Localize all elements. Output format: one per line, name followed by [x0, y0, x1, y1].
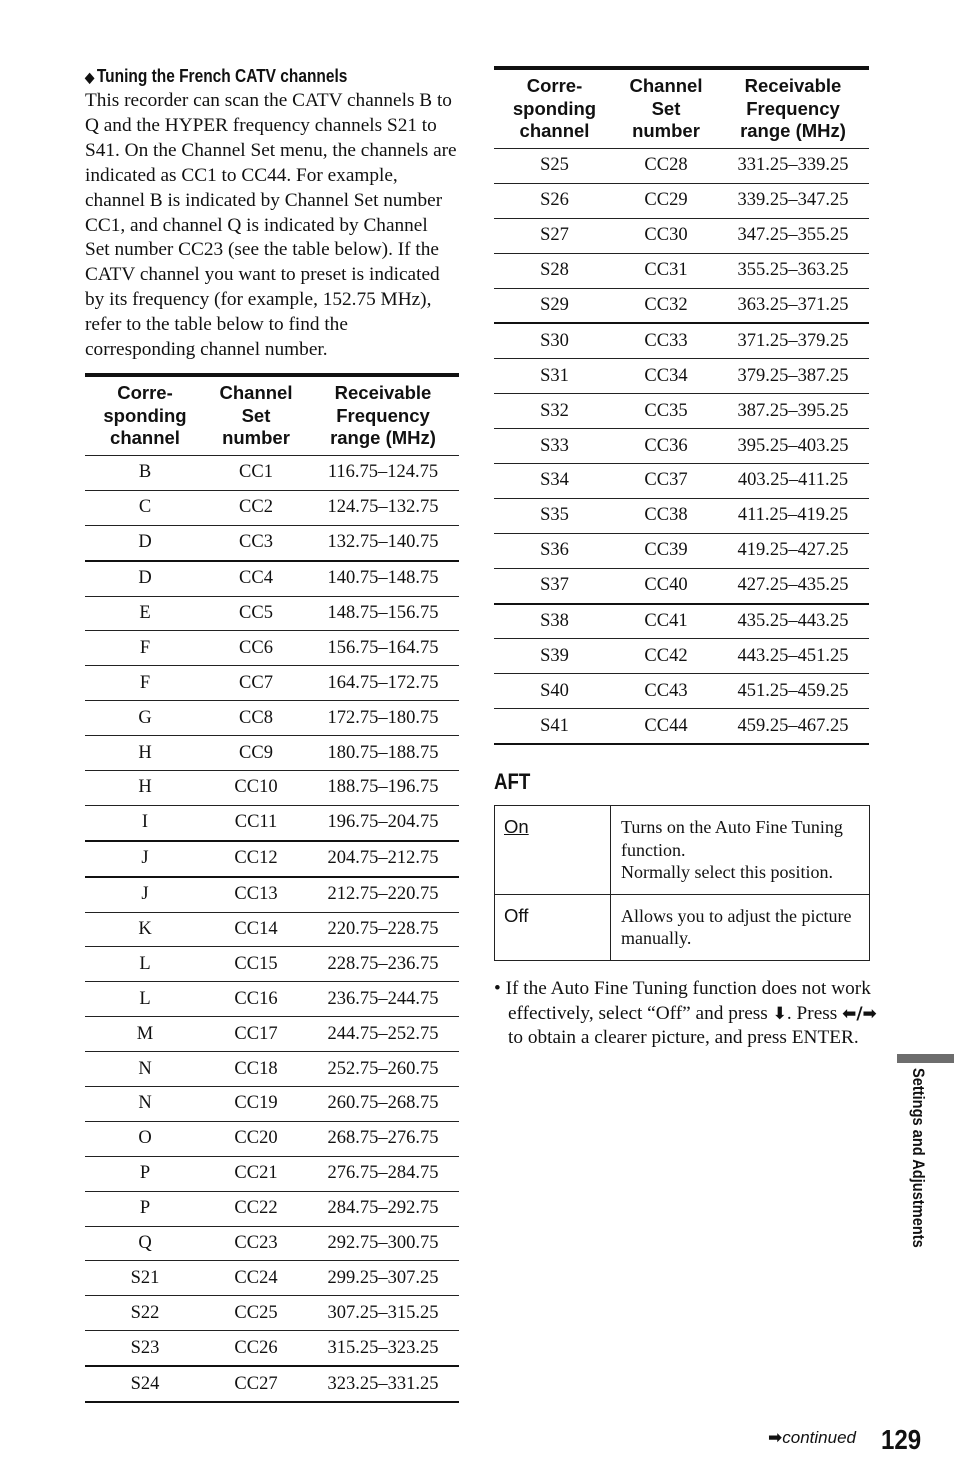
continued-text: continued	[782, 1428, 856, 1447]
cell-corresponding-channel: J	[85, 841, 205, 877]
cell-channel-set-number: CC43	[615, 674, 717, 709]
continued-label	[768, 1428, 856, 1448]
cell-frequency-range: 395.25–403.25	[717, 429, 869, 464]
cell-channel-set-number: CC31	[615, 253, 717, 288]
cell-corresponding-channel: S22	[85, 1296, 205, 1331]
table-row	[85, 701, 459, 736]
aft-note	[494, 977, 880, 1052]
cell-corresponding-channel: S24	[85, 1366, 205, 1402]
table-row	[85, 1261, 459, 1296]
table-row	[85, 1087, 459, 1122]
cell-frequency-range: 164.75–172.75	[307, 666, 459, 701]
cell-corresponding-channel: B	[85, 455, 205, 490]
table-row	[85, 877, 459, 912]
cell-channel-set-number: CC5	[205, 596, 307, 631]
cell-frequency-range: 196.75–204.75	[307, 805, 459, 840]
table-row	[85, 805, 459, 840]
cell-channel-set-number: CC12	[205, 841, 307, 877]
table-row	[85, 1052, 459, 1087]
cell-corresponding-channel: K	[85, 912, 205, 947]
cell-corresponding-channel: J	[85, 877, 205, 912]
cell-frequency-range: 339.25–347.25	[717, 183, 869, 218]
table-row	[85, 490, 459, 525]
table-row	[494, 604, 869, 639]
cell-frequency-range: 124.75–132.75	[307, 490, 459, 525]
cell-channel-set-number: CC41	[615, 604, 717, 639]
aft-options-table	[494, 805, 870, 961]
section-heading	[85, 64, 407, 89]
table-row	[85, 525, 459, 560]
cell-channel-set-number: CC7	[205, 666, 307, 701]
cell-channel-set-number: CC8	[205, 701, 307, 736]
cell-channel-set-number: CC42	[615, 639, 717, 674]
table-row	[85, 1017, 459, 1052]
aft-on-label: On	[504, 816, 529, 838]
cell-channel-set-number: CC2	[205, 490, 307, 525]
cell-corresponding-channel: E	[85, 596, 205, 631]
cell-frequency-range: 403.25–411.25	[717, 464, 869, 499]
table-row	[85, 1191, 459, 1226]
cell-corresponding-channel: S23	[85, 1331, 205, 1366]
table-row	[85, 1121, 459, 1156]
table-row	[85, 455, 459, 490]
cell-channel-set-number: CC34	[615, 359, 717, 394]
aft-on-description: Turns on the Auto Fine Tuning function. Normally select this position.	[611, 806, 870, 895]
table-row	[494, 498, 869, 533]
cell-corresponding-channel: D	[85, 561, 205, 596]
cell-channel-set-number: CC39	[615, 533, 717, 568]
cell-corresponding-channel: L	[85, 982, 205, 1017]
cell-frequency-range: 132.75–140.75	[307, 525, 459, 560]
cell-frequency-range: 116.75–124.75	[307, 455, 459, 490]
cell-channel-set-number: CC14	[205, 912, 307, 947]
table-row	[85, 596, 459, 631]
table-row	[494, 639, 869, 674]
cell-frequency-range: 323.25–331.25	[307, 1366, 459, 1402]
cell-frequency-range: 220.75–228.75	[307, 912, 459, 947]
arrow-left-right-icon: ⬅/➡	[842, 1003, 877, 1024]
cell-corresponding-channel: H	[85, 736, 205, 771]
cell-channel-set-number: CC44	[615, 709, 717, 744]
table-row	[85, 912, 459, 947]
cell-channel-set-number: CC17	[205, 1017, 307, 1052]
channel-table-left	[85, 373, 459, 1403]
cell-frequency-range: 379.25–387.25	[717, 359, 869, 394]
cell-channel-set-number: CC13	[205, 877, 307, 912]
cell-channel-set-number: CC30	[615, 218, 717, 253]
cell-corresponding-channel: S30	[494, 323, 615, 358]
cell-frequency-range: 236.75–244.75	[307, 982, 459, 1017]
table-row	[494, 394, 869, 429]
channel-table-right	[494, 66, 869, 745]
cell-channel-set-number: CC24	[205, 1261, 307, 1296]
note-text-3: to obtain a clearer picture, and press ENTER.	[508, 1027, 859, 1049]
cell-channel-set-number: CC26	[205, 1331, 307, 1366]
cell-channel-set-number: CC1	[205, 455, 307, 490]
continued-arrow-icon: ➡	[768, 1428, 783, 1448]
cell-corresponding-channel: S40	[494, 674, 615, 709]
cell-corresponding-channel: L	[85, 947, 205, 982]
table-row	[85, 1331, 459, 1366]
table-row	[494, 533, 869, 568]
cell-corresponding-channel: S26	[494, 183, 615, 218]
table-row	[85, 1156, 459, 1191]
table-row	[494, 253, 869, 288]
aft-option-off	[495, 894, 611, 960]
table-row	[494, 288, 869, 323]
cell-frequency-range: 244.75–252.75	[307, 1017, 459, 1052]
cell-channel-set-number: CC11	[205, 805, 307, 840]
cell-corresponding-channel: G	[85, 701, 205, 736]
cell-corresponding-channel: S37	[494, 568, 615, 603]
cell-channel-set-number: CC6	[205, 631, 307, 666]
cell-frequency-range: 427.25–435.25	[717, 568, 869, 603]
table-row	[494, 218, 869, 253]
cell-frequency-range: 347.25–355.25	[717, 218, 869, 253]
cell-channel-set-number: CC32	[615, 288, 717, 323]
cell-corresponding-channel: S27	[494, 218, 615, 253]
cell-corresponding-channel: C	[85, 490, 205, 525]
header-corresponding-channel: Corre- sponding channel	[85, 375, 205, 456]
cell-channel-set-number: CC15	[205, 947, 307, 982]
cell-frequency-range: 252.75–260.75	[307, 1052, 459, 1087]
cell-frequency-range: 419.25–427.25	[717, 533, 869, 568]
aft-heading: AFT	[494, 769, 531, 795]
cell-channel-set-number: CC20	[205, 1121, 307, 1156]
side-tab-marker	[897, 1054, 954, 1063]
cell-corresponding-channel: S33	[494, 429, 615, 464]
cell-frequency-range: 148.75–156.75	[307, 596, 459, 631]
table-left-body	[85, 455, 459, 1402]
table-row	[85, 631, 459, 666]
cell-corresponding-channel: Q	[85, 1226, 205, 1261]
arrow-down-icon: ⬇	[772, 1003, 787, 1024]
table-row	[494, 568, 869, 603]
cell-frequency-range: 276.75–284.75	[307, 1156, 459, 1191]
cell-corresponding-channel: S32	[494, 394, 615, 429]
cell-channel-set-number: CC9	[205, 736, 307, 771]
cell-channel-set-number: CC33	[615, 323, 717, 358]
table-row	[85, 561, 459, 596]
cell-channel-set-number: CC36	[615, 429, 717, 464]
cell-corresponding-channel: S39	[494, 639, 615, 674]
cell-channel-set-number: CC28	[615, 149, 717, 184]
cell-frequency-range: 299.25–307.25	[307, 1261, 459, 1296]
cell-corresponding-channel: S34	[494, 464, 615, 499]
cell-corresponding-channel: P	[85, 1156, 205, 1191]
table-row	[494, 674, 869, 709]
cell-channel-set-number: CC22	[205, 1191, 307, 1226]
cell-corresponding-channel: N	[85, 1052, 205, 1087]
cell-frequency-range: 172.75–180.75	[307, 701, 459, 736]
cell-frequency-range: 180.75–188.75	[307, 736, 459, 771]
header-frequency-range: Receivable Frequency range (MHz)	[717, 68, 869, 149]
cell-corresponding-channel: S28	[494, 253, 615, 288]
intro-paragraph: This recorder can scan the CATV channels B to Q and the HYPER frequency channels S21 to S41. On the Channel Set menu, the channels are indicated as CC1 to CC44. For example, channel B is indicated by Channel Set number CC1, and channel Q is indicated by Channel Set number CC23 (see the table below). If the CATV channel you want to preset is indicated by its frequency (for example, 152.75 MHz), refer to the table below to find the corresponding channel number.	[85, 90, 457, 361]
cell-corresponding-channel: P	[85, 1191, 205, 1226]
table-row	[85, 1366, 459, 1402]
cell-frequency-range: 459.25–467.25	[717, 709, 869, 744]
cell-frequency-range: 228.75–236.75	[307, 947, 459, 982]
aft-option-on	[495, 806, 611, 895]
table-row	[85, 1296, 459, 1331]
note-text-1: If the Auto Fine Tuning function does not work effectively, select “Off” and press	[505, 977, 871, 1024]
aft-off-label: Off	[504, 904, 529, 926]
cell-frequency-range: 411.25–419.25	[717, 498, 869, 533]
cell-channel-set-number: CC27	[205, 1366, 307, 1402]
cell-corresponding-channel: S35	[494, 498, 615, 533]
table-row	[494, 183, 869, 218]
header-frequency-range: Receivable Frequency range (MHz)	[307, 375, 459, 456]
cell-frequency-range: 331.25–339.25	[717, 149, 869, 184]
page-footer	[768, 1424, 928, 1458]
cell-frequency-range: 435.25–443.25	[717, 604, 869, 639]
table-row	[85, 947, 459, 982]
page-number: 129	[881, 1424, 922, 1455]
cell-channel-set-number: CC4	[205, 561, 307, 596]
cell-frequency-range: 188.75–196.75	[307, 770, 459, 805]
cell-frequency-range: 451.25–459.25	[717, 674, 869, 709]
table-row	[85, 666, 459, 701]
diamond-icon: ◆	[85, 69, 95, 85]
table-row	[85, 982, 459, 1017]
note-text-2: . Press	[786, 1002, 838, 1024]
header-corresponding-channel: Corre- sponding channel	[494, 68, 615, 149]
cell-frequency-range: 315.25–323.25	[307, 1331, 459, 1366]
table-row	[85, 1226, 459, 1261]
cell-channel-set-number: CC25	[205, 1296, 307, 1331]
cell-channel-set-number: CC16	[205, 982, 307, 1017]
cell-frequency-range: 204.75–212.75	[307, 841, 459, 877]
cell-corresponding-channel: S31	[494, 359, 615, 394]
section-heading-text: Tuning the French CATV channels	[96, 66, 348, 86]
right-column	[494, 66, 877, 1051]
cell-corresponding-channel: D	[85, 525, 205, 560]
aft-option-off-row	[495, 894, 870, 960]
left-column	[85, 64, 459, 1403]
cell-frequency-range: 260.75–268.75	[307, 1087, 459, 1122]
table-row	[494, 323, 869, 358]
cell-corresponding-channel: O	[85, 1121, 205, 1156]
cell-corresponding-channel: I	[85, 805, 205, 840]
cell-frequency-range: 387.25–395.25	[717, 394, 869, 429]
cell-corresponding-channel: S41	[494, 709, 615, 744]
cell-frequency-range: 355.25–363.25	[717, 253, 869, 288]
header-channel-set-number: Channel Set number	[205, 375, 307, 456]
cell-frequency-range: 307.25–315.25	[307, 1296, 459, 1331]
cell-frequency-range: 156.75–164.75	[307, 631, 459, 666]
cell-frequency-range: 268.75–276.75	[307, 1121, 459, 1156]
header-channel-set-number: Channel Set number	[615, 68, 717, 149]
cell-channel-set-number: CC23	[205, 1226, 307, 1261]
cell-corresponding-channel: S21	[85, 1261, 205, 1296]
cell-corresponding-channel: S25	[494, 149, 615, 184]
cell-channel-set-number: CC19	[205, 1087, 307, 1122]
cell-channel-set-number: CC18	[205, 1052, 307, 1087]
cell-frequency-range: 371.25–379.25	[717, 323, 869, 358]
cell-corresponding-channel: F	[85, 631, 205, 666]
side-tab-label: Settings and Adjustments	[909, 1068, 928, 1248]
cell-frequency-range: 140.75–148.75	[307, 561, 459, 596]
table-row	[494, 149, 869, 184]
cell-channel-set-number: CC35	[615, 394, 717, 429]
cell-frequency-range: 284.75–292.75	[307, 1191, 459, 1226]
cell-channel-set-number: CC21	[205, 1156, 307, 1191]
table-row	[85, 736, 459, 771]
cell-channel-set-number: CC29	[615, 183, 717, 218]
aft-option-on-row	[495, 806, 870, 895]
cell-channel-set-number: CC10	[205, 770, 307, 805]
cell-channel-set-number: CC38	[615, 498, 717, 533]
table-row	[494, 709, 869, 744]
aft-off-description: Allows you to adjust the picture manually.	[611, 894, 870, 960]
table-right-body	[494, 149, 869, 745]
cell-frequency-range: 363.25–371.25	[717, 288, 869, 323]
cell-corresponding-channel: F	[85, 666, 205, 701]
cell-frequency-range: 443.25–451.25	[717, 639, 869, 674]
table-row	[494, 429, 869, 464]
cell-corresponding-channel: H	[85, 770, 205, 805]
cell-channel-set-number: CC40	[615, 568, 717, 603]
cell-corresponding-channel: S29	[494, 288, 615, 323]
cell-corresponding-channel: N	[85, 1087, 205, 1122]
table-row	[494, 464, 869, 499]
cell-corresponding-channel: M	[85, 1017, 205, 1052]
table-row	[494, 359, 869, 394]
bullet: •	[494, 977, 501, 999]
cell-corresponding-channel: S38	[494, 604, 615, 639]
cell-frequency-range: 212.75–220.75	[307, 877, 459, 912]
table-row	[85, 770, 459, 805]
cell-channel-set-number: CC37	[615, 464, 717, 499]
cell-corresponding-channel: S36	[494, 533, 615, 568]
table-row	[85, 841, 459, 877]
cell-frequency-range: 292.75–300.75	[307, 1226, 459, 1261]
cell-channel-set-number: CC3	[205, 525, 307, 560]
